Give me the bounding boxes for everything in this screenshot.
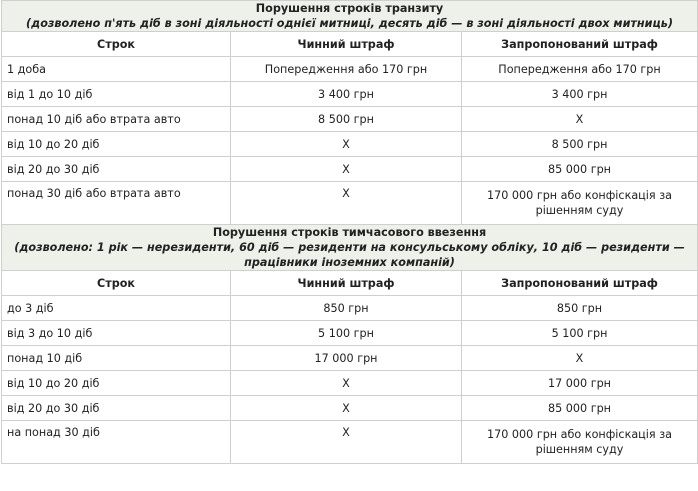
column-header-proposed: Запропонований штраф [462, 271, 698, 296]
column-header-term: Строк [2, 32, 231, 57]
table-row [2, 57, 698, 82]
cell-term: до 3 діб [2, 296, 231, 321]
table-row [2, 157, 698, 182]
table-row [2, 321, 698, 346]
cell-current-fine: 850 грн [231, 296, 462, 321]
cell-proposed-fine: 8 500 грн [462, 132, 698, 157]
cell-current-fine: Х [231, 371, 462, 396]
cell-current-fine: Х [231, 421, 462, 464]
cell-current-fine: 17 000 грн [231, 346, 462, 371]
section-subtitle: (дозволено: 1 рік — нерезиденти, 60 діб — резиденти на консульському обліку, 10 діб — резиденти — працівники іноземних компаній) [14, 241, 685, 269]
cell-proposed-fine: 85 000 грн [462, 157, 698, 182]
table-row [2, 371, 698, 396]
table-row [2, 182, 698, 225]
cell-current-fine: Х [231, 132, 462, 157]
fines-table [1, 0, 698, 464]
column-header-row [2, 271, 698, 296]
section-title: Порушення строків транзиту [255, 2, 444, 15]
column-header-current: Чинний штраф [231, 32, 462, 57]
cell-proposed-fine: 85 000 грн [462, 396, 698, 421]
table-row [2, 421, 698, 464]
column-header-current: Чинний штраф [231, 271, 462, 296]
section-title: Порушення строків тимчасового ввезення [212, 226, 487, 239]
table-row [2, 346, 698, 371]
table-row [2, 396, 698, 421]
section-header-transit [2, 1, 698, 32]
cell-term: від 20 до 30 діб [2, 396, 231, 421]
column-header-term: Строк [2, 271, 231, 296]
cell-proposed-fine: 850 грн [462, 296, 698, 321]
table-row [2, 296, 698, 321]
cell-current-fine: Х [231, 157, 462, 182]
cell-proposed-fine: Х [462, 346, 698, 371]
cell-current-fine: Х [231, 182, 462, 225]
cell-current-fine: Попередження або 170 грн [231, 57, 462, 82]
cell-term: понад 30 діб або втрата авто [2, 182, 231, 225]
cell-proposed-fine: 3 400 грн [462, 82, 698, 107]
cell-proposed-fine: 5 100 грн [462, 321, 698, 346]
cell-current-fine: 5 100 грн [231, 321, 462, 346]
section-subtitle: (дозволено п'ять діб в зоні діяльності однієї митниці, десять діб — в зоні діяльності двох митниць) [26, 17, 673, 30]
cell-term: від 20 до 30 діб [2, 157, 231, 182]
cell-term: від 10 до 20 діб [2, 132, 231, 157]
cell-current-fine: Х [231, 396, 462, 421]
table-row [2, 107, 698, 132]
cell-current-fine: 8 500 грн [231, 107, 462, 132]
cell-term: від 1 до 10 діб [2, 82, 231, 107]
table-row [2, 82, 698, 107]
cell-term: від 10 до 20 діб [2, 371, 231, 396]
cell-proposed-fine: 170 000 грн або конфіскація за рішенням суду [462, 182, 698, 225]
cell-proposed-fine: Х [462, 107, 698, 132]
cell-proposed-fine: Попередження або 170 грн [462, 57, 698, 82]
column-header-proposed: Запропонований штраф [462, 32, 698, 57]
table-row [2, 132, 698, 157]
cell-proposed-fine: 170 000 грн або конфіскація за рішенням суду [462, 421, 698, 464]
cell-term: понад 10 діб або втрата авто [2, 107, 231, 132]
cell-current-fine: 3 400 грн [231, 82, 462, 107]
section-heading [2, 225, 698, 271]
cell-term: на понад 30 діб [2, 421, 231, 464]
section-header-temporary-import [2, 225, 698, 271]
section-heading [2, 1, 698, 32]
column-header-row [2, 32, 698, 57]
cell-term: 1 доба [2, 57, 231, 82]
cell-term: понад 10 діб [2, 346, 231, 371]
cell-proposed-fine: 17 000 грн [462, 371, 698, 396]
cell-term: від 3 до 10 діб [2, 321, 231, 346]
